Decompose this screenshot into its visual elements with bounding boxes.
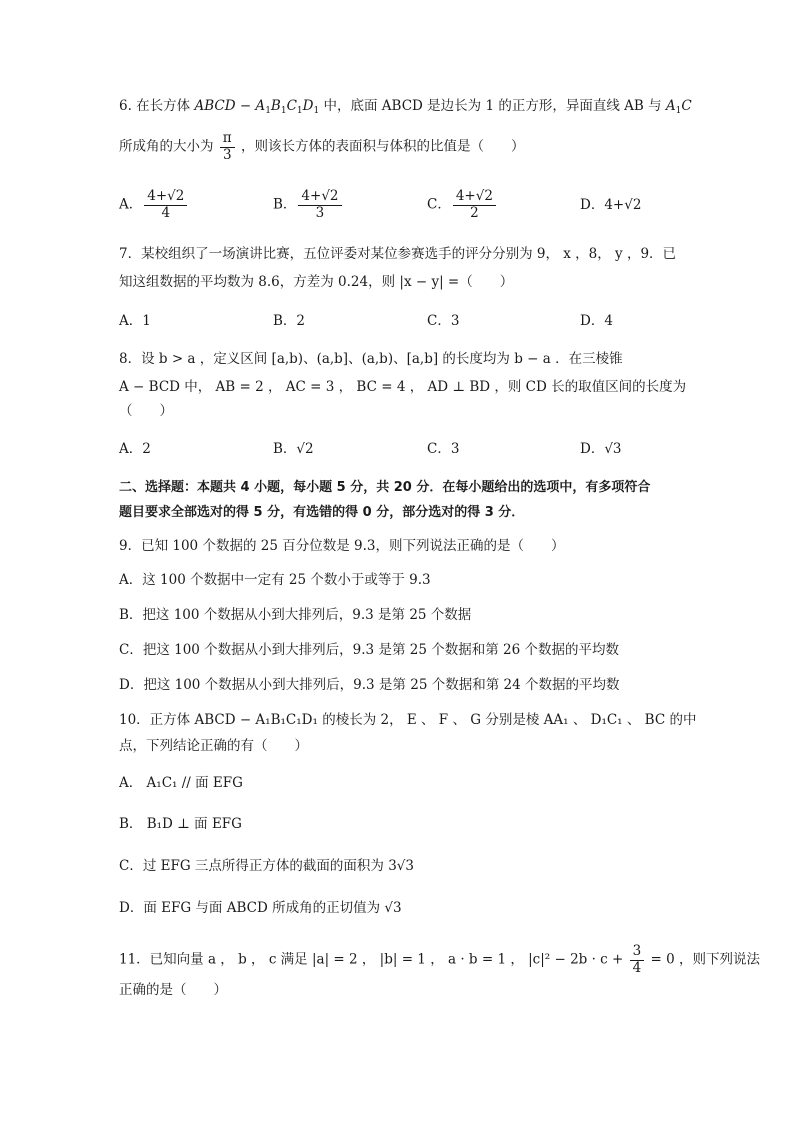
q9-option-b: B．把这 100 个数据从小到大排列后，9.3 是第 25 个数据	[119, 607, 472, 623]
q10-option-c: C．过 EFG 三点所得正方体的截面的面积为 3√3	[119, 858, 414, 874]
q10-line2: 点，下列结论正确的有（ ）	[119, 738, 308, 754]
q11-line2: 正确的是（ ）	[119, 982, 227, 998]
q8-line1: 8．设 b > a ，定义区间 [a,b)、(a,b]、(a,b)、[a,b] 的长度均为 b − a ．在三棱锥	[119, 351, 623, 367]
q6-opt-c-den: 2	[470, 204, 479, 221]
q10-option-b: B． B₁D ⊥ 面 EFG	[119, 816, 242, 832]
q6-opt-b-num: 4+√2	[298, 190, 341, 206]
q6-option-c	[427, 190, 498, 220]
q6-opt-d-text: 4+√2	[604, 197, 642, 213]
q6-line1	[119, 100, 692, 116]
q6-angle-fraction	[220, 132, 235, 162]
q6-opt-a-frac	[144, 190, 187, 220]
q6-opt-b-label: B．	[273, 196, 297, 213]
q11-text-a: 11．已知向量 a ， b ， c 满足 |a| = 2 ， |b| = 1 ， a · b = 1 ， |c|² − 2b · c +	[119, 951, 624, 968]
section2-line1: 二、选择题：本题共 4 小题，每小题 5 分，共 20 分．在每小题给出的选项中，有多项符合	[119, 480, 651, 495]
q6-opt-b-frac	[298, 190, 341, 220]
q6-line-a1c: $A_1C$	[665, 98, 692, 116]
q6-opt-d-label: D．	[580, 197, 605, 213]
q11-fraction	[630, 945, 645, 975]
q8-option-b: B．√2	[273, 441, 314, 457]
q6-frac-den: 3	[222, 146, 232, 163]
q9-option-d: D．把这 100 个数据从小到大排列后，9.3 是第 25 个数据和第 24 个数据的平均数	[119, 677, 620, 693]
q7-option-d: D．4	[580, 313, 613, 329]
q9-stem: 9．已知 100 个数据的 25 百分位数是 9.3，则下列说法正确的是（ ）	[119, 538, 565, 554]
q6-opt-c-label: C．	[427, 196, 451, 213]
q7-option-c: C．3	[427, 313, 460, 329]
q6-option-d	[580, 199, 641, 213]
q6-frac-num: π	[220, 132, 235, 148]
q6-solid-name: ABCD − $A_1B_1C_1D_1$	[194, 98, 320, 116]
q6-opt-a-label: A．	[119, 196, 143, 213]
q7-line1: 7．某校组织了一场演讲比赛，五位评委对某位参赛选手的评分分别为 9， x ，8， y ，9．已	[119, 246, 677, 262]
q8-line2: A − BCD 中， AB = 2 ， AC = 3 ， BC = 4 ， AD ⊥ BD ，则 CD 长的取值区间的长度为	[119, 379, 687, 395]
q7-line2: 知这组数据的平均数为 8.6，方差为 0.24，则 |x − y| =（ ）	[119, 274, 514, 290]
q9-option-a: A．这 100 个数据中一定有 25 个数小于或等于 9.3	[119, 572, 431, 588]
q11-line1	[119, 945, 760, 975]
q7-option-b: B．2	[273, 313, 306, 329]
q6-opt-c-num: 4+√2	[453, 190, 496, 206]
q11-text-b: = 0 ，则下列说法	[650, 951, 761, 968]
q11-frac-den: 4	[632, 959, 642, 976]
q6-line2	[119, 132, 524, 162]
q8-option-a: A．2	[119, 441, 151, 457]
q6-text-b: 中，底面 ABCD 是边长为 1 的正方形，异面直线 AB 与	[319, 98, 666, 114]
q8-line3: （ ）	[119, 403, 173, 419]
q6-opt-c-frac	[453, 190, 496, 220]
q10-line1: 10．正方体 ABCD − A₁B₁C₁D₁ 的棱长为 2， E 、 F 、 G 分别是棱 AA₁ 、 D₁C₁ 、 BC 的中	[119, 712, 697, 728]
section2-line2: 题目要求全部选对的得 5 分，有选错的得 0 分，部分选对的得 3 分．	[119, 505, 525, 520]
q8-option-d: D．√3	[580, 441, 622, 457]
q6-option-a	[119, 190, 189, 220]
q8-option-c: C．3	[427, 441, 460, 457]
q10-option-d: D．面 EFG 与面 ABCD 所成角的正切值为 √3	[119, 900, 402, 916]
q6-opt-b-den: 3	[315, 204, 325, 221]
q10-option-a: A． A₁C₁ // 面 EFG	[119, 775, 243, 791]
q6-text-c: 所成角的大小为	[119, 138, 214, 155]
q6-text-a: 6. 在长方体	[119, 98, 195, 114]
q9-option-c: C．把这 100 个数据从小到大排列后，9.3 是第 25 个数据和第 26 个数据的平均数	[119, 642, 619, 658]
q11-frac-num: 3	[630, 945, 645, 961]
q6-opt-a-num: 4+√2	[144, 190, 187, 206]
q6-opt-a-den: 4	[161, 204, 171, 221]
q6-option-b	[273, 190, 344, 220]
q7-option-a: A．1	[119, 313, 151, 329]
q6-text-d: ，则该长方体的表面积与体积的比值是（ ）	[240, 138, 525, 155]
